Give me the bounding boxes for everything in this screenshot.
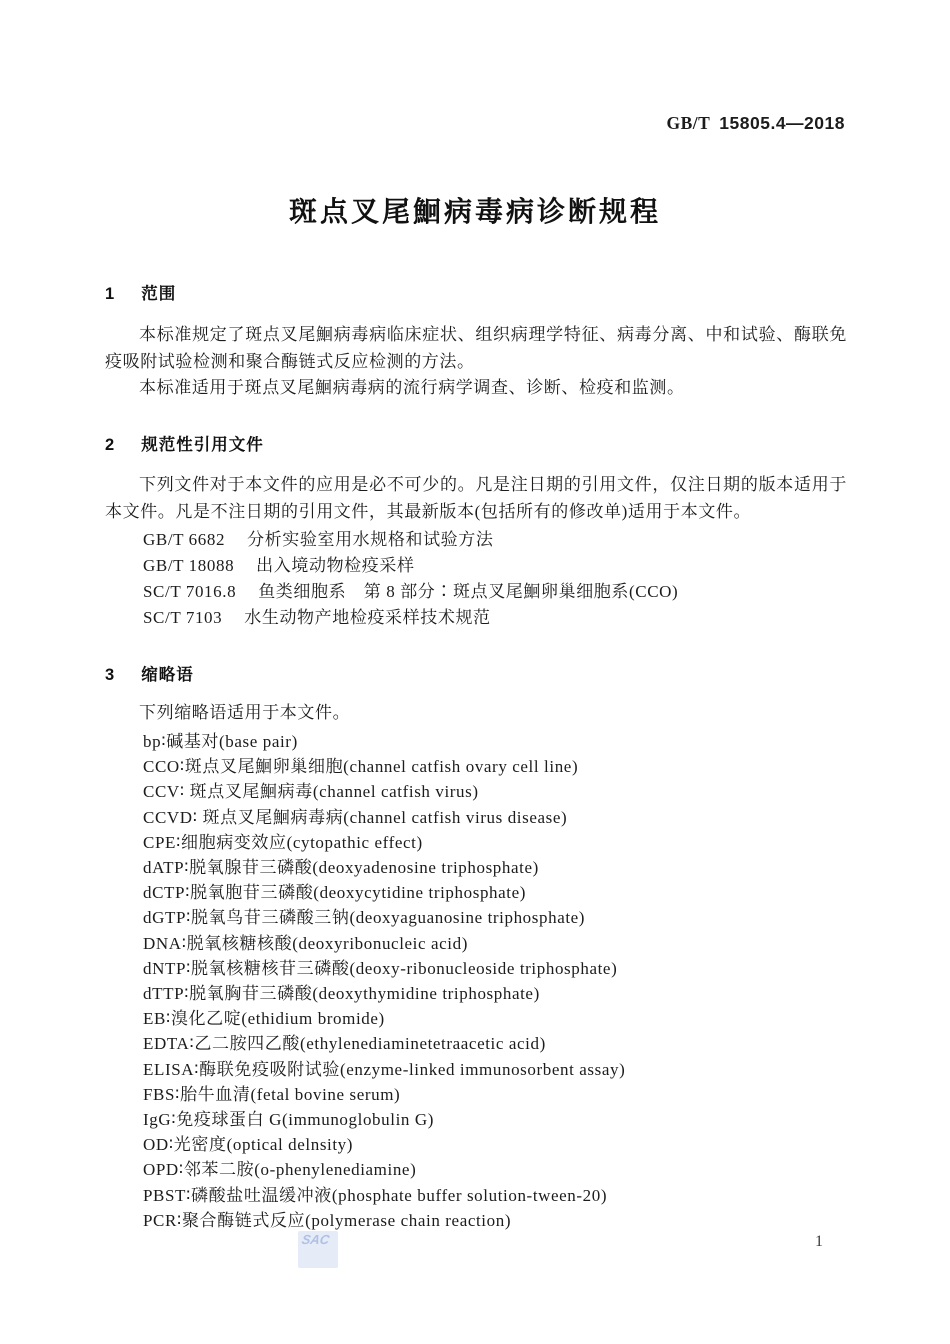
reference-code: SC/T 7016.8 xyxy=(143,582,237,601)
paragraph: 下列文件对于本文件的应用是必不可少的。凡是注日期的引用文件，仅注日期的版本适用于本文件。凡是不注日期的引用文件，其最新版本(包括所有的修改单)适用于本文件。 xyxy=(105,475,847,521)
abbreviation-item: OPD∶邻苯二胺(o-phenylenediamine) xyxy=(143,1160,417,1180)
abbreviation-item: EDTA∶乙二胺四乙酸(ethylenediaminetetraacetic acid) xyxy=(143,1034,546,1054)
abbreviation-list xyxy=(143,729,847,1233)
paragraph: 本标准规定了斑点叉尾鮰病毒病临床症状、组织病理学特征、病毒分离、中和试验、酶联免疫吸附试验检测和聚合酶链式反应检测的方法。 xyxy=(105,325,847,371)
section-number: 3 xyxy=(105,666,116,684)
reference-item xyxy=(143,605,847,631)
section-scope-body xyxy=(105,322,847,402)
reference-item xyxy=(143,527,847,553)
abbreviation-item: PBST∶磷酸盐吐温缓冲液(phosphate buffer solution-tween-20) xyxy=(143,1185,608,1205)
abbreviation-item: OD∶光密度(optical delnsity) xyxy=(143,1135,354,1155)
paragraph: 下列缩略语适用于本文件。 xyxy=(139,703,351,722)
reference-item xyxy=(143,579,847,605)
page-number: 1 xyxy=(815,1233,823,1250)
reference-list xyxy=(143,527,847,631)
paragraph: 本标准适用于斑点叉尾鮰病毒病的流行病学调查、诊断、检疫和监测。 xyxy=(139,378,685,397)
abbreviation-item: dNTP∶脱氧核糖核苷三磷酸(deoxy-ribonucleoside triphosphate) xyxy=(143,958,618,978)
abbreviation-item: dATP∶脱氧腺苷三磷酸(deoxyadenosine triphosphate) xyxy=(143,858,539,878)
reference-title: 分析实验室用水规格和试验方法 xyxy=(247,530,494,549)
reference-code: SC/T 7103 xyxy=(143,608,223,627)
reference-title: 水生动物产地检疫采样技术规范 xyxy=(244,608,491,627)
standard-number-prefix: GB/T xyxy=(666,113,711,133)
sac-watermark-logo xyxy=(298,1231,338,1268)
abbreviation-item: EB∶溴化乙啶(ethidium bromide) xyxy=(143,1009,385,1029)
reference-title: 鱼类细胞系 第 8 部分∶斑点叉尾鮰卵巢细胞系(CCO) xyxy=(258,582,679,601)
abbreviation-item: CCVD∶ 斑点叉尾鮰病毒病(channel catfish virus disease) xyxy=(143,807,568,827)
section-title: 缩略语 xyxy=(141,666,194,684)
reference-code: GB/T 6682 xyxy=(143,530,226,549)
section-title: 范围 xyxy=(141,285,177,303)
section-heading-scope xyxy=(105,280,847,304)
abbreviation-item: CCO∶斑点叉尾鮰卵巢细胞(channel catfish ovary cell line) xyxy=(143,757,579,777)
abbreviation-item: IgG∶免疫球蛋白 G(immunoglobulin G) xyxy=(143,1110,434,1130)
section-normative-references-body xyxy=(105,472,847,525)
sac-watermark-label: SAC xyxy=(300,1232,331,1247)
abbreviation-item: CPE∶细胞病变效应(cytopathic effect) xyxy=(143,832,423,852)
document-title: 斑点叉尾鮰病毒病诊断规程 xyxy=(288,196,661,227)
section-title: 规范性引用文件 xyxy=(141,436,264,454)
abbreviation-item: FBS∶胎牛血清(fetal bovine serum) xyxy=(143,1084,401,1104)
abbreviation-item: dTTP∶脱氧胸苷三磷酸(deoxythymidine triphosphate) xyxy=(143,984,540,1004)
reference-item xyxy=(143,553,847,579)
abbreviation-item: DNA∶脱氧核糖核酸(deoxyribonucleic acid) xyxy=(143,933,468,953)
standard-number-value: 15805.4—2018 xyxy=(719,113,845,133)
abbreviations-intro xyxy=(105,700,847,727)
section-number: 2 xyxy=(105,436,116,454)
standard-number xyxy=(666,113,845,134)
section-heading-normative-references xyxy=(105,431,847,455)
reference-title: 出入境动物检疫采样 xyxy=(256,556,415,575)
abbreviation-item: dCTP∶脱氧胞苷三磷酸(deoxycytidine triphosphate) xyxy=(143,883,527,903)
reference-code: GB/T 18088 xyxy=(143,556,235,575)
abbreviation-item: bp∶碱基对(base pair) xyxy=(143,732,298,751)
section-number: 1 xyxy=(105,285,116,303)
abbreviation-item: PCR∶聚合酶链式反应(polymerase chain reaction) xyxy=(143,1210,512,1230)
abbreviation-item: CCV∶ 斑点叉尾鮰病毒(channel catfish virus) xyxy=(143,782,479,802)
section-heading-abbreviations xyxy=(105,661,847,685)
abbreviation-item: ELISA∶酶联免疫吸附试验(enzyme-linked immunosorbent assay) xyxy=(143,1059,626,1079)
abbreviation-item: dGTP∶脱氧鸟苷三磷酸三钠(deoxyaguanosine triphosphate) xyxy=(143,908,586,928)
